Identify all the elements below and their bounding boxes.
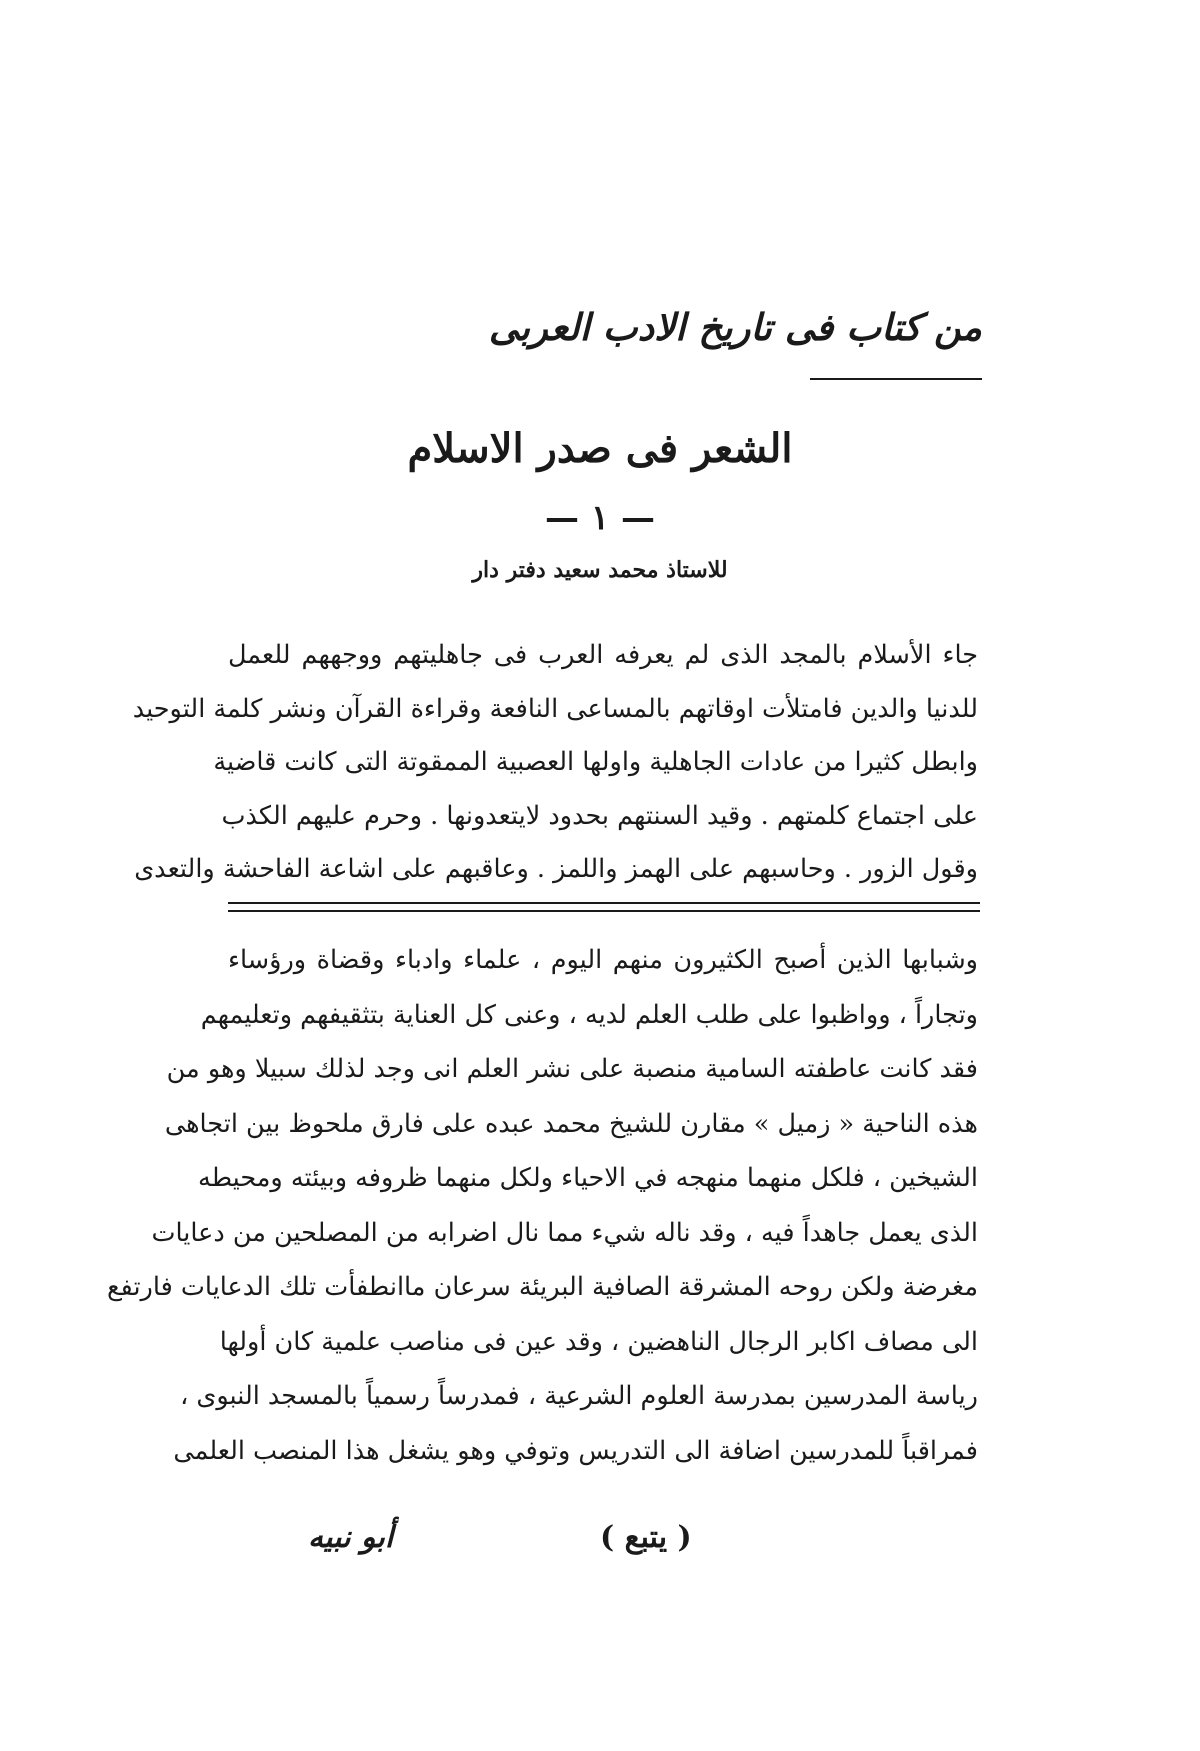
- text-line: وشبابها الذين أصبح الكثيرون منهم اليوم ، علماء وادباء وقضاة ورؤساء: [228, 945, 978, 975]
- text-line: الشيخين ، فلكل منهما منهجه في الاحياء ولكل منهما ظروفه وبيئته ومحيطه: [198, 1163, 978, 1193]
- text-line: فمراقباً للمدرسين اضافة الى التدريس وتوفي وهو يشغل هذا المنصب العلمى: [173, 1435, 978, 1466]
- article-body-lower: [106, 933, 978, 1478]
- separator-rule-top: [228, 902, 980, 904]
- text-line: وابطل كثيرا من عادات الجاهلية واولها العصبية الممقوتة التى كانت قاضية: [213, 747, 978, 777]
- article-author: للاستاذ محمد سعيد دفتر دار: [472, 557, 728, 583]
- series-title-underline: [810, 378, 982, 380]
- series-title: من كتاب فى تاريخ الادب العربى: [488, 305, 982, 349]
- text-line: وقول الزور . وحاسبهم على الهمز واللمز . وعاقبهم على اشاعة الفاحشة والتعدى: [134, 854, 978, 884]
- part-number: — ١ —: [545, 498, 655, 538]
- text-line: فقد كانت عاطفته السامية منصبة على نشر العلم انى وجد لذلك سبيلا وهو من: [166, 1054, 978, 1084]
- text-line: للدنيا والدين فامتلأت اوقاتهم بالمساعى النافعة وقراءة القرآن ونشر كلمة التوحيد: [132, 693, 978, 724]
- text-line: وتجاراً ، وواظبوا على طلب العلم لديه ، وعنى كل العناية بتثقيفهم وتعليمهم: [200, 999, 978, 1030]
- text-line: مغرضة ولكن روحه المشرقة الصافية البريئة سرعان ماانطفأت تلك الدعايات فارتفع: [106, 1272, 978, 1302]
- text-line: هذه الناحية « زميل » مقارن للشيخ محمد عبده على فارق ملحوظ بين اتجاهى: [164, 1108, 978, 1139]
- text-line: الى مصاف اكابر الرجال الناهضين ، وقد عين فى مناصب علمية كان أولها: [219, 1326, 978, 1357]
- article-title: الشعر فى صدر الاسلام: [407, 425, 793, 472]
- article-body-upper: [132, 629, 978, 897]
- text-line: جاء الأسلام بالمجد الذى لم يعرفه العرب فى جاهليتهم ووجههم للعمل: [228, 640, 978, 670]
- separator-rule-bottom: [228, 910, 980, 912]
- text-line: على اجتماع كلمتهم . وقيد السنتهم بحدود لايتعدونها . وحرم عليهم الكذب: [221, 800, 978, 831]
- to-be-continued-note: ( يتبع ): [600, 1520, 692, 1555]
- author-signature: أبو نبيه: [308, 1520, 394, 1555]
- text-line: رياسة المدرسين بمدرسة العلوم الشرعية ، فمدرساً رسمياً بالمسجد النبوى ،: [180, 1381, 978, 1411]
- text-line: الذى يعمل جاهداً فيه ، وقد ناله شيء مما نال اضرابه من المصلحين من دعايات: [151, 1217, 978, 1248]
